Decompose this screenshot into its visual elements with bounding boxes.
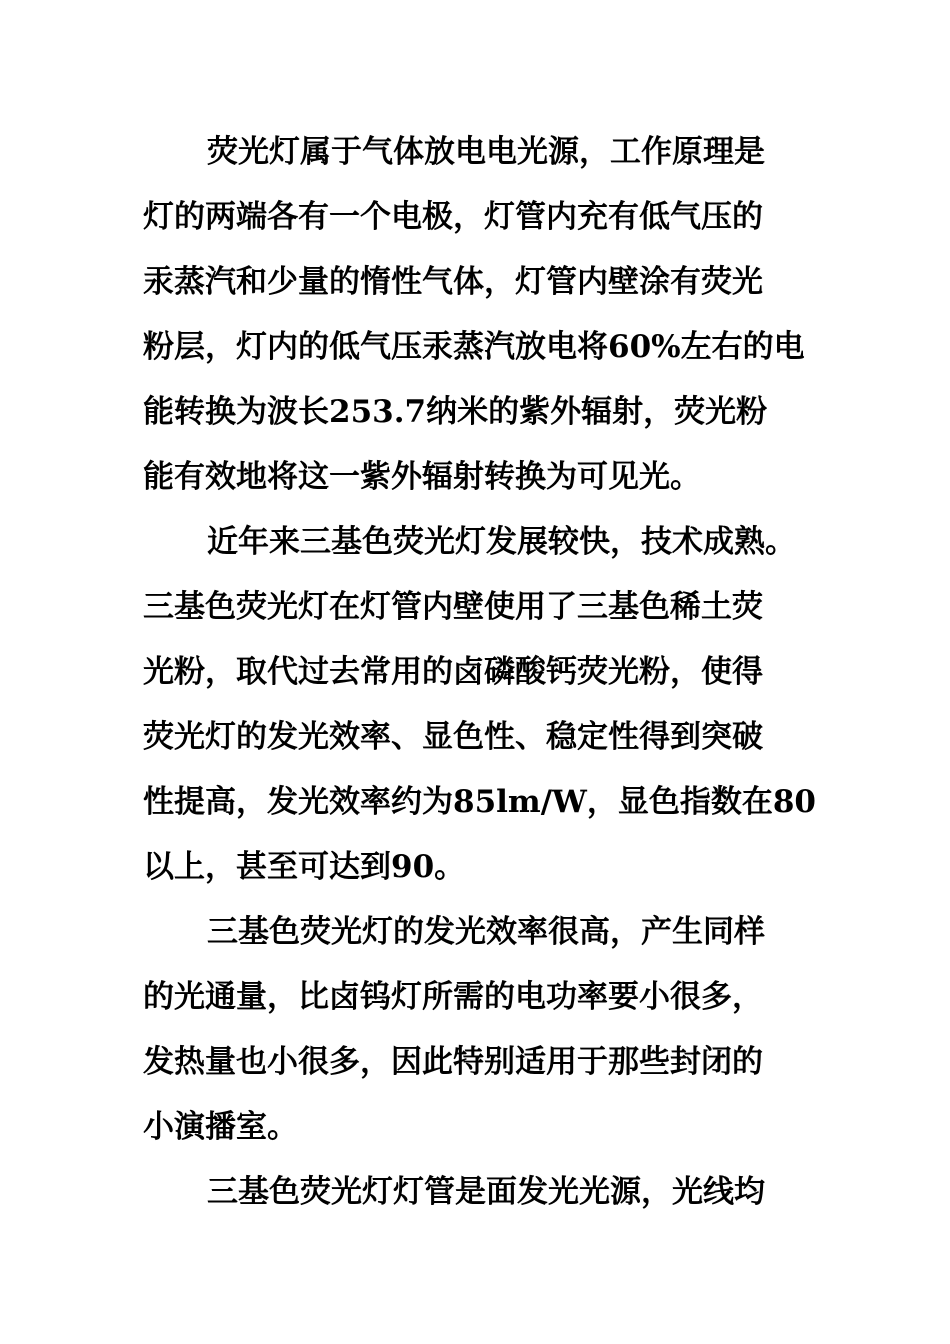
text-line: 三基色荧光灯灯管是面发光光源，光线均 (207, 1174, 765, 1210)
text-line: 性提高，发光效率约为85lm/W，显色指数在80 (143, 784, 816, 820)
text-line: 荧光灯属于气体放电电光源，工作原理是 (207, 134, 765, 170)
text-line: 三基色荧光灯在灯管内壁使用了三基色稀土荧 (143, 589, 763, 625)
paragraph-1 (143, 120, 813, 510)
text-line: 光粉，取代过去常用的卤磷酸钙荧光粉，使得 (143, 654, 763, 690)
text-line: 汞蒸汽和少量的惰性气体，灯管内壁涂有荧光 (143, 264, 763, 300)
text-line: 小演播室。 (143, 1109, 298, 1145)
text-line: 能转换为波长253.7纳米的紫外辐射，荧光粉 (143, 394, 768, 430)
document-body (143, 120, 816, 1225)
text-line: 以上，甚至可达到90。 (143, 849, 466, 885)
text-line: 近年来三基色荧光灯发展较快，技术成熟。 (207, 524, 796, 560)
text-line: 发热量也小很多，因此特别适用于那些封闭的 (143, 1044, 763, 1080)
text-line: 荧光灯的发光效率、显色性、稳定性得到突破 (143, 719, 763, 755)
paragraph-4 (143, 1160, 813, 1225)
text-line: 粉层，灯内的低气压汞蒸汽放电将60%左右的电 (143, 329, 805, 365)
text-line: 灯的两端各有一个电极，灯管内充有低气压的 (143, 199, 763, 235)
text-line: 三基色荧光灯的发光效率很高，产生同样 (207, 914, 765, 950)
paragraph-2 (143, 510, 816, 900)
paragraph-3 (143, 900, 813, 1160)
text-line: 的光通量，比卤钨灯所需的电功率要小很多， (143, 979, 763, 1015)
text-line: 能有效地将这一紫外辐射转换为可见光。 (143, 459, 701, 495)
